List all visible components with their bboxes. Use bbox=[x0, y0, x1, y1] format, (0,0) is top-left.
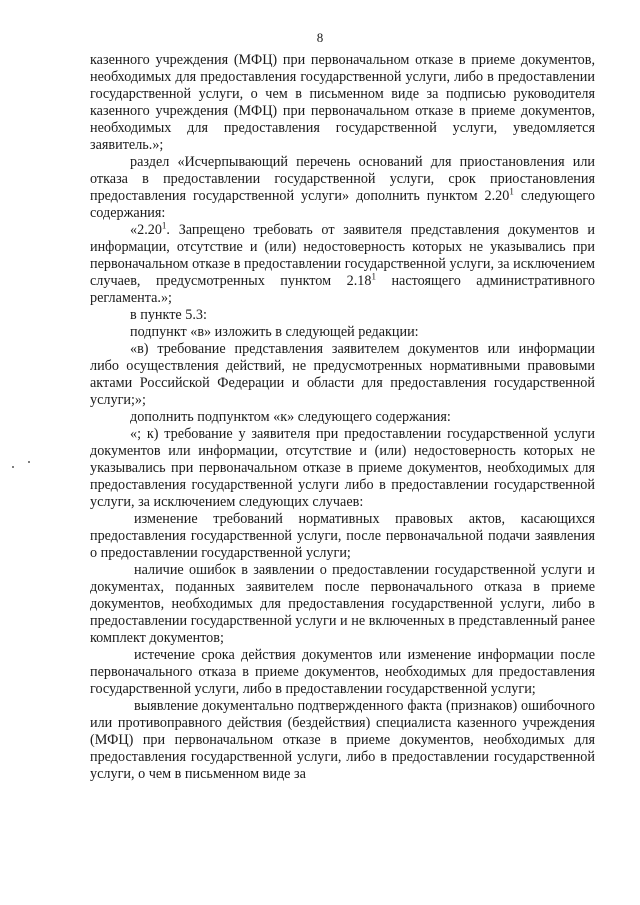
paragraph: казенного учреждения (МФЦ) при первоначальном отказе в приеме документов, необходимых для предоставления государственной услуги, либо в предоставлении государственной услуги, о чем в письменном виде за подписью руководителя казенного учреждения (МФЦ) при первоначальном отказе в приеме документов, необходимых для предоставления государственной услуги, уведомляется заявитель.»; bbox=[90, 52, 595, 153]
document-body bbox=[90, 52, 595, 783]
paragraph: подпункт «в» изложить в следующей редакции: bbox=[130, 324, 419, 340]
superscript: 1 bbox=[509, 186, 514, 197]
paragraph: выявление документально подтвержденного факта (признаков) ошибочного или противоправного действия (бездействия) специалиста казенного учреждения (МФЦ) при первоначальном отказе в приеме документов, необходимых для предоставления государственной услуги, либо в предоставлении государственной услуги, о чем в письменном виде за bbox=[90, 698, 595, 782]
paragraph-text: раздел «Исчерпывающий перечень оснований для приостановления или отказа в предоставлении государственной услуги, срок приостановления предоставления государственной услуги» дополнить пунктом 2.20 bbox=[90, 154, 595, 204]
paragraph: «в) требование представления заявителем документов или информации либо осуществления действий, не предусмотренных нормативными правовыми актами Российской Федерации и области для предоставления государственной услуги;»; bbox=[90, 341, 595, 408]
paragraph: «; к) требование у заявителя при предоставлении государственной услуги документов или информации, отсутствие и (или) недостоверность которых не указывались при первоначальном отказе в приеме документов, необходимых для предоставления государственной услуги либо в предоставлении государственной услуги, за исключением следующих случаев: bbox=[90, 426, 595, 510]
paragraph: дополнить подпунктом «к» следующего содержания: bbox=[130, 409, 451, 425]
page-number: 8 bbox=[316, 30, 324, 45]
paragraph-text: «2.20 bbox=[130, 222, 162, 238]
paragraph-text: . Запрещено требовать от заявителя представления документов и информации, отсутствие и (или) недостоверность которых не указывались при первоначальном отказе в предоставлении государственной услуги, за исключением случаев, предусмотренных пунктом 2.18 bbox=[90, 222, 595, 289]
paragraph bbox=[90, 222, 595, 307]
paragraph: истечение срока действия документов или изменение информации после первоначального отказа в приеме документов, необходимых для предоставления государственной услуги, либо в предоставлении государственной услуги; bbox=[90, 647, 595, 697]
superscript: 1 bbox=[371, 271, 376, 282]
paragraph bbox=[90, 154, 595, 222]
paragraph-text: настоящего административного регламента.»; bbox=[90, 273, 595, 306]
paragraph: в пункте 5.3: bbox=[130, 307, 207, 323]
scan-speck bbox=[28, 461, 30, 463]
superscript: 1 bbox=[161, 220, 167, 231]
paragraph: наличие ошибок в заявлении о предоставлении государственной услуги и документах, поданных заявителем после первоначального отказа в приеме документов, необходимых для предоставления государственной услуги, либо в предоставлении государственной услуги и не включенных в представленный ранее комплект документов; bbox=[90, 562, 595, 646]
paragraph: изменение требований нормативных правовых актов, касающихся предоставления государственной услуги, после первоначальной подачи заявления о предоставлении государственной услуги; bbox=[90, 511, 595, 561]
paragraph-text: следующего содержания: bbox=[90, 188, 595, 221]
scan-speck bbox=[12, 466, 14, 468]
